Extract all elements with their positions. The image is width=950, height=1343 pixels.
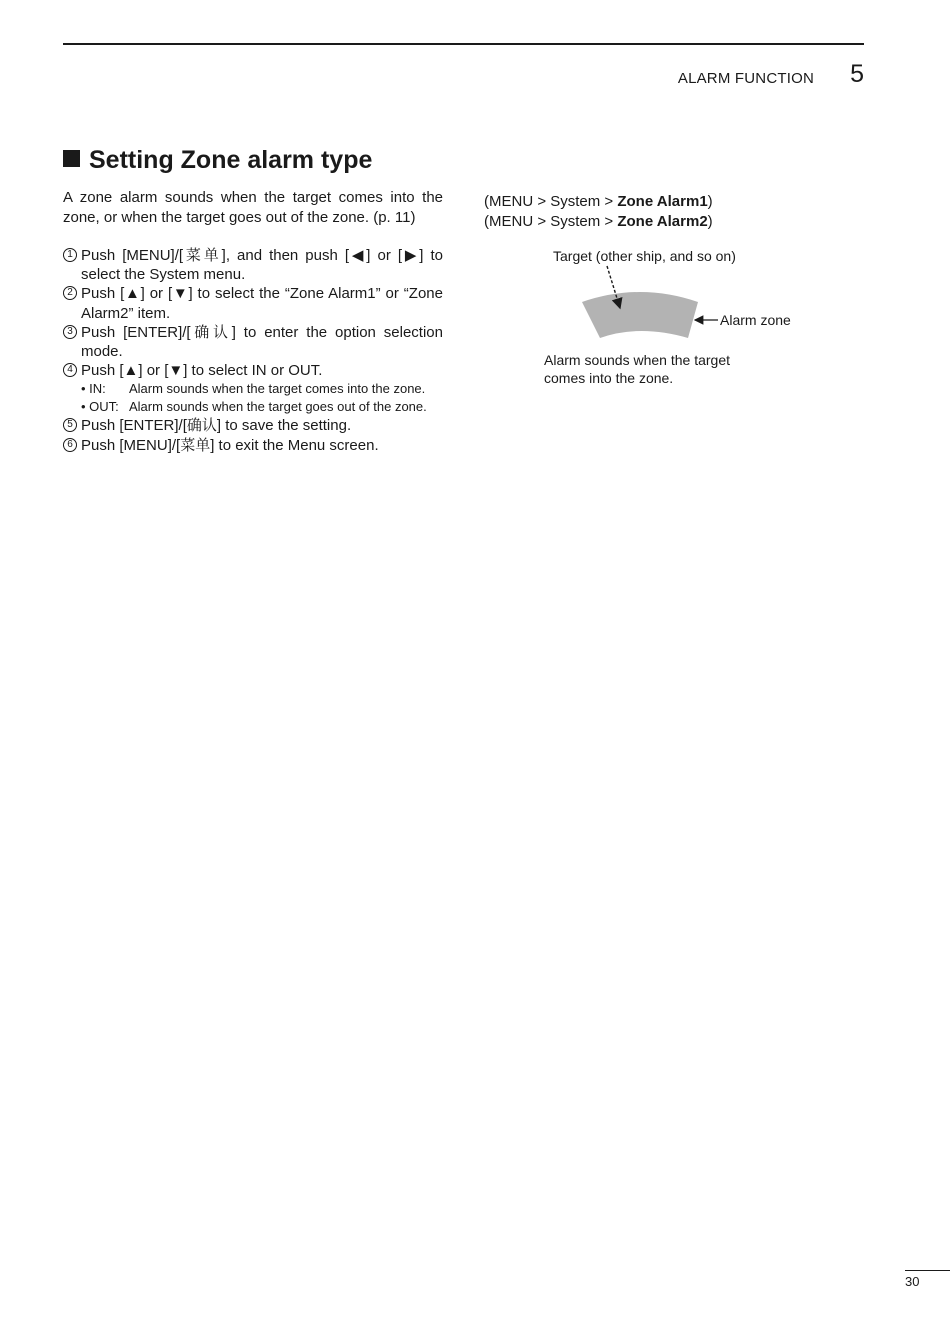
step-item: [63, 436, 443, 455]
step-item: [63, 246, 443, 284]
step-text: Push [MENU]/[菜单] to exit the Menu screen.: [81, 436, 379, 454]
step-number: 2: [63, 286, 77, 300]
option-description: Alarm sounds when the target goes out of the zone.: [129, 398, 427, 414]
menu-paths: [484, 192, 713, 231]
alarm-zone-label: Alarm zone: [720, 312, 791, 328]
step-text: Push [ENTER]/[确认] to enter the option selection mode.: [81, 323, 443, 361]
section-heading-text: Setting Zone alarm type: [89, 146, 373, 174]
intro-paragraph: A zone alarm sounds when the target comes into the zone, or when the target goes out of the zone. (p. 11): [63, 189, 443, 226]
target-label: Target (other ship, and so on): [553, 248, 736, 264]
step-text: Push [MENU]/[菜单], and then push [◀] or [▶] to select the System menu.: [81, 247, 443, 284]
menu-path-item: Zone Alarm2: [617, 212, 708, 230]
step-number: 6: [63, 438, 77, 452]
section-heading: [63, 146, 372, 175]
menu-path-item: Zone Alarm1: [617, 193, 708, 210]
figure-caption: Alarm sounds when the target comes into the zone.: [544, 352, 730, 386]
step-item: [63, 323, 443, 361]
option-description: Alarm sounds when the target comes into the zone.: [129, 381, 426, 397]
step-item: [63, 284, 443, 322]
step-text: Push [ENTER]/[确认] to save the setting.: [81, 417, 352, 435]
steps-list: [63, 246, 443, 455]
footer-rule: [905, 1270, 950, 1271]
option-key: • IN:: [81, 381, 106, 397]
menu-path-1: (MENU > System > Zone Alarm1): [484, 193, 713, 210]
square-bullet-icon: [63, 150, 80, 167]
section-name: ALARM FUNCTION: [677, 70, 814, 87]
chapter-number: 5: [850, 60, 864, 88]
menu-path-2: (MENU > System > Zone Alarm2): [484, 212, 713, 230]
option-item: [81, 380, 443, 398]
step-number: 4: [63, 363, 77, 377]
header-rule: [63, 43, 864, 45]
step-number: 3: [63, 325, 77, 339]
step-text: Push [▲] or [▼] to select IN or OUT.: [81, 362, 323, 380]
step-item: [63, 416, 443, 435]
step-number: 1: [63, 248, 77, 262]
option-key: • OUT:: [81, 398, 119, 414]
step-number: 5: [63, 418, 77, 432]
step-item: [63, 361, 443, 415]
page-number: 30: [905, 1274, 920, 1289]
option-item: [81, 398, 443, 416]
option-list: [81, 380, 443, 415]
step-text: Push [▲] or [▼] to select the “Zone Alarm1” or “Zone Alarm2” item.: [81, 285, 443, 322]
alarm-zone-diagram: [560, 260, 730, 350]
alarm-zone-shape: [582, 292, 698, 338]
